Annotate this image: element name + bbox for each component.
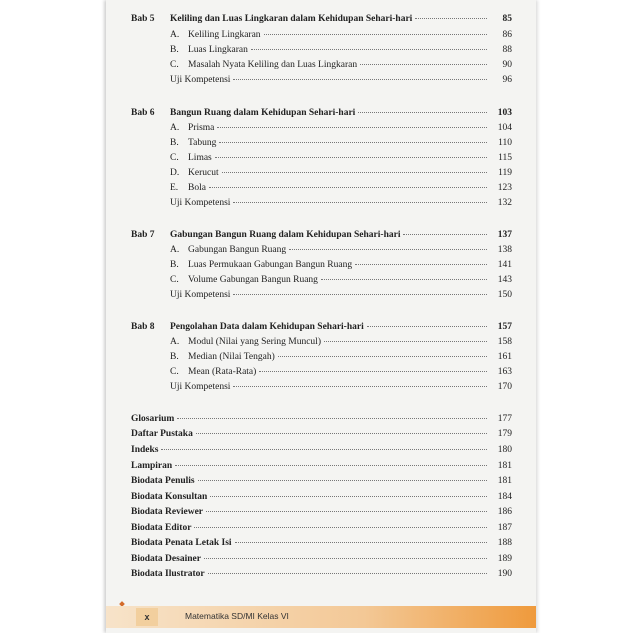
entry-title: Lampiran (131, 461, 173, 471)
page-number: 138 (497, 245, 512, 255)
item-letter: B. (170, 138, 179, 148)
toc-backmatter-entry[interactable] (131, 552, 512, 566)
toc-backmatter-entry[interactable] (131, 536, 512, 550)
entry-title: Biodata Reviewer (131, 507, 204, 517)
toc-chapter-entry[interactable] (170, 320, 512, 334)
item-title: Uji Kompetensi (170, 198, 231, 208)
dot-leader (196, 432, 487, 434)
item-title: Limas (188, 153, 212, 163)
item-letter: A. (170, 337, 180, 347)
dot-leader (251, 48, 487, 50)
page-number: 158 (497, 337, 512, 347)
item-letter: B. (170, 260, 179, 270)
page-number: 96 (502, 75, 512, 85)
toc-backmatter-entry[interactable] (131, 443, 512, 457)
item-letter: C. (170, 367, 179, 377)
dot-leader (206, 510, 487, 512)
dot-leader (219, 141, 487, 143)
item-letter: D. (170, 168, 180, 178)
page-number: 179 (497, 429, 512, 439)
item-title: Modul (Nilai yang Sering Muncul) (188, 337, 321, 347)
toc-entry[interactable] (170, 166, 512, 180)
page-number: 189 (497, 554, 512, 564)
toc-entry[interactable] (170, 181, 512, 195)
item-letter: B. (170, 45, 179, 55)
page-number: 85 (502, 14, 512, 24)
page-number: 104 (497, 123, 512, 133)
entry-title: Biodata Desainer (131, 554, 201, 564)
entry-title: Biodata Penulis (131, 476, 195, 486)
item-letter: A. (170, 245, 180, 255)
item-title: Gabungan Bangun Ruang (188, 245, 287, 255)
item-title: Bola (188, 183, 206, 193)
item-title: Tabung (188, 138, 217, 148)
chapter-title: Pengolahan Data dalam Kehidupan Sehari-hari (170, 322, 364, 332)
page-number: 177 (497, 414, 512, 424)
item-title: Kerucut (188, 168, 219, 178)
dot-leader (208, 572, 487, 574)
toc-backmatter-entry[interactable] (131, 567, 512, 581)
page-number: 132 (497, 198, 512, 208)
item-letter: A. (170, 123, 180, 133)
toc-backmatter-entry[interactable] (131, 427, 512, 441)
dot-leader (233, 385, 487, 387)
item-letter: C. (170, 275, 179, 285)
page-number: 188 (497, 538, 512, 548)
entry-title: Biodata Ilustrator (131, 569, 205, 579)
item-title: Keliling Lingkaran (188, 30, 261, 40)
chapter-label: Bab 6 (131, 108, 155, 118)
item-letter: A. (170, 30, 180, 40)
page-number: 143 (497, 275, 512, 285)
chapter-title: Keliling dan Luas Lingkaran dalam Kehidupan Sehari-hari (170, 14, 413, 24)
dot-leader (210, 495, 487, 497)
page-number: 90 (502, 60, 512, 70)
item-title: Uji Kompetensi (170, 75, 231, 85)
page-number: 181 (497, 476, 512, 486)
page-number: 86 (502, 30, 512, 40)
page-number: 161 (497, 352, 512, 362)
toc-entry[interactable] (170, 43, 512, 57)
dot-leader (194, 526, 487, 528)
page-number: 163 (497, 367, 512, 377)
dot-leader (233, 201, 487, 203)
dot-leader (217, 126, 487, 128)
dot-leader (235, 541, 487, 543)
toc-chapter-entry[interactable] (170, 228, 512, 242)
dot-leader (358, 111, 487, 113)
page-number: 180 (497, 445, 512, 455)
toc-backmatter-entry[interactable] (131, 521, 512, 535)
page-number: 187 (497, 523, 512, 533)
dot-leader (204, 557, 487, 559)
dot-leader (415, 17, 487, 19)
page-number: 184 (497, 492, 512, 502)
dot-leader (177, 417, 487, 419)
item-title: Volume Gabungan Bangun Ruang (188, 275, 318, 285)
page-number: 115 (498, 153, 512, 163)
item-title: Uji Kompetensi (170, 290, 231, 300)
item-title: Masalah Nyata Keliling dan Luas Lingkaran (188, 60, 358, 70)
toc-backmatter-entry[interactable] (131, 459, 512, 473)
toc-entry[interactable] (170, 196, 512, 210)
toc-chapter-entry[interactable] (170, 12, 512, 26)
chapter-title: Gabungan Bangun Ruang dalam Kehidupan Sehari-hari (170, 230, 401, 240)
page-number: 110 (498, 138, 512, 148)
item-title: Luas Permukaan Gabungan Bangun Ruang (188, 260, 353, 270)
dot-leader (324, 340, 487, 342)
toc-entry[interactable] (170, 121, 512, 135)
page-number: 186 (497, 507, 512, 517)
chapter-label: Bab 8 (131, 322, 155, 332)
page-number: 170 (497, 382, 512, 392)
item-title: Uji Kompetensi (170, 382, 231, 392)
toc-chapter-entry[interactable] (170, 106, 512, 120)
item-letter: E. (170, 183, 179, 193)
page-number: 88 (502, 45, 512, 55)
toc-entry[interactable] (170, 243, 512, 257)
toc-backmatter-entry[interactable] (131, 412, 512, 426)
toc-entry[interactable] (170, 73, 512, 87)
dot-leader (264, 33, 487, 35)
item-letter: C. (170, 153, 179, 163)
dot-leader (233, 78, 487, 80)
item-title: Median (Nilai Tengah) (188, 352, 275, 362)
item-title: Luas Lingkaran (188, 45, 248, 55)
item-title: Prisma (188, 123, 215, 133)
chapter-label: Bab 5 (131, 14, 155, 24)
dot-leader (161, 448, 487, 450)
toc-entry[interactable] (170, 28, 512, 42)
page-number: 157 (497, 322, 512, 332)
dot-leader (403, 233, 487, 235)
dot-leader (215, 156, 487, 158)
dot-leader (175, 464, 487, 466)
item-letter: C. (170, 60, 179, 70)
dot-leader (233, 293, 487, 295)
entry-title: Indeks (131, 445, 159, 455)
toc-backmatter-entry[interactable] (131, 505, 512, 519)
toc-entry[interactable] (170, 380, 512, 394)
toc-entry[interactable] (170, 273, 512, 287)
toc-entry[interactable] (170, 288, 512, 302)
entry-title: Biodata Konsultan (131, 492, 208, 502)
dot-leader (321, 278, 487, 280)
item-letter: B. (170, 352, 179, 362)
toc-entry[interactable] (170, 350, 512, 364)
dot-leader (259, 370, 487, 372)
chapter-title: Bangun Ruang dalam Kehidupan Sehari-hari (170, 108, 356, 118)
item-title: Mean (Rata-Rata) (188, 367, 257, 377)
entry-title: Biodata Penata Letak Isi (131, 538, 232, 548)
page-number: 190 (497, 569, 512, 579)
toc-entry[interactable] (170, 58, 512, 72)
toc-entry[interactable] (170, 136, 512, 150)
entry-title: Glosarium (131, 414, 175, 424)
dot-leader (278, 355, 487, 357)
dot-leader (209, 186, 487, 188)
page-number: 123 (497, 183, 512, 193)
footer-band (106, 606, 536, 628)
page-number: 181 (497, 461, 512, 471)
chapter-label: Bab 7 (131, 230, 155, 240)
page-number: 150 (497, 290, 512, 300)
page-number: 137 (497, 230, 512, 240)
dot-leader (360, 63, 487, 65)
page-number: 103 (497, 108, 512, 118)
dot-leader (367, 325, 487, 327)
footer-page-number: x (136, 608, 158, 626)
entry-title: Daftar Pustaka (131, 429, 193, 439)
dot-leader (355, 263, 487, 265)
toc-backmatter-entry[interactable] (131, 490, 512, 504)
toc-entry[interactable] (170, 335, 512, 349)
page-number: 119 (498, 168, 512, 178)
dot-leader (222, 171, 487, 173)
footer-book-title: Matematika SD/MI Kelas VI (185, 611, 289, 621)
dot-leader (198, 479, 487, 481)
toc-entry[interactable] (170, 151, 512, 165)
toc-entry[interactable] (170, 365, 512, 379)
page-number: 141 (497, 260, 512, 270)
entry-title: Biodata Editor (131, 523, 192, 533)
toc-entry[interactable] (170, 258, 512, 272)
dot-leader (289, 248, 487, 250)
toc-backmatter-entry[interactable] (131, 474, 512, 488)
